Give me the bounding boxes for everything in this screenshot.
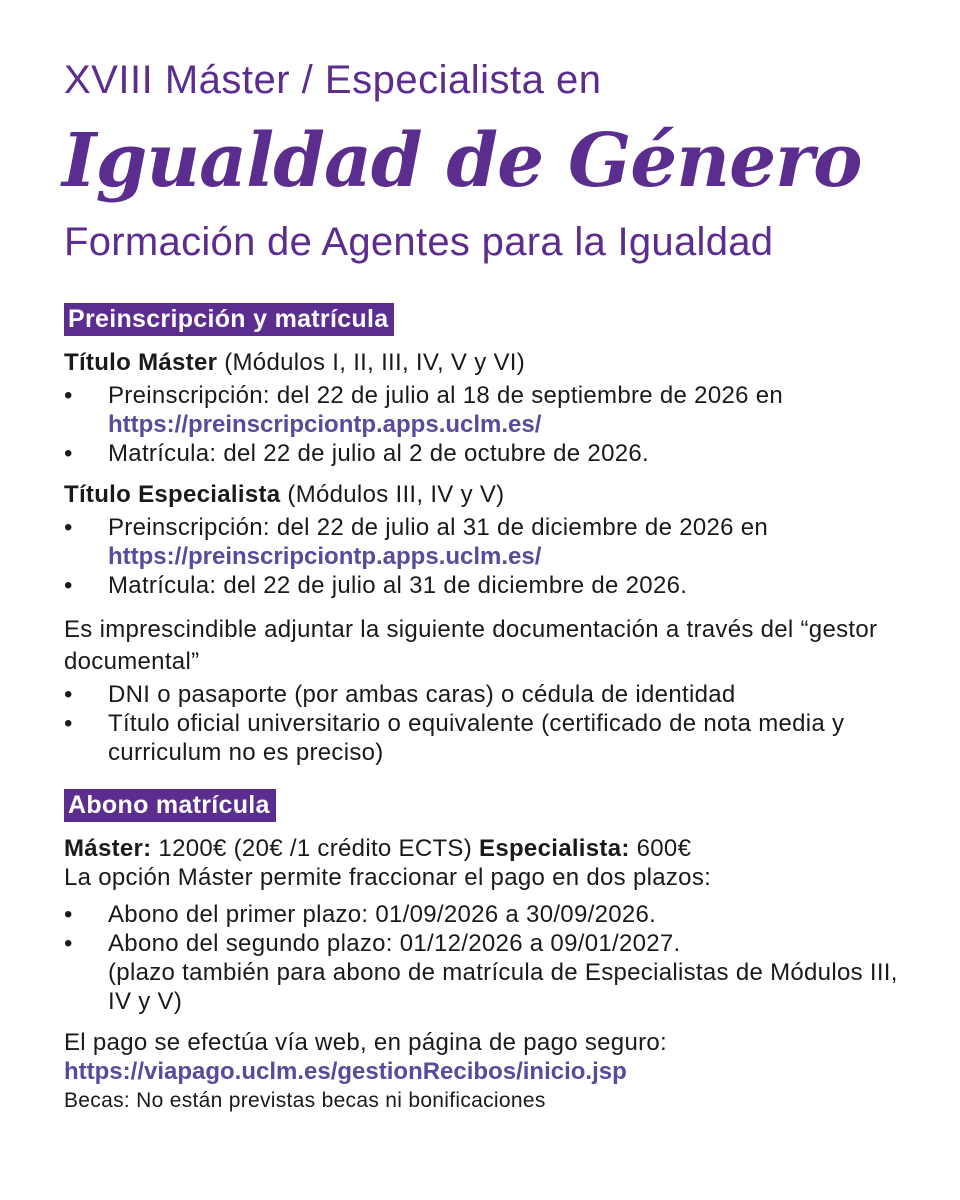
fraccion-text: La opción Máster permite fraccionar el pago en dos plazos: bbox=[64, 864, 712, 891]
master-list bbox=[64, 381, 914, 468]
master-matricula-text: Matrícula: del 22 de julio al 2 de octubre de 2026. bbox=[108, 440, 649, 467]
master-price: 1200€ (20€ /1 crédito ECTS) bbox=[151, 835, 480, 862]
program-edition: XVIII Máster / Especialista en bbox=[64, 58, 602, 102]
list-item bbox=[64, 571, 914, 600]
section-heading-abono: Abono matrícula bbox=[64, 789, 276, 822]
master-title-label: Título Máster bbox=[64, 349, 218, 376]
master-preinscripcion-text: Preinscripción: del 22 de julio al 18 de septiembre de 2026 en bbox=[108, 382, 784, 409]
becas-text: Becas: No están previstas becas ni bonificaciones bbox=[64, 1089, 546, 1112]
preinscripcion-link[interactable]: https://preinscripciontp.apps.uclm.es/ bbox=[108, 543, 542, 570]
documentation-list bbox=[64, 680, 914, 767]
list-item: • Título oficial universitario o equivalente (certificado de nota media y curriculum no es preciso) bbox=[64, 709, 914, 767]
master-modules: (Módulos I, II, III, IV, V y VI) bbox=[217, 349, 526, 376]
master-price-label: Máster: bbox=[64, 835, 152, 862]
price-line bbox=[64, 834, 914, 863]
especialista-price: 600€ bbox=[629, 835, 692, 862]
plazos-list bbox=[64, 900, 914, 1016]
list-item: • Abono del primer plazo: 01/09/2026 a 30/09/2026. bbox=[64, 900, 914, 929]
especialista-price-label: Especialista: bbox=[479, 835, 630, 862]
preinscripcion-link[interactable]: https://preinscripciontp.apps.uclm.es/ bbox=[108, 411, 542, 438]
plazo2-note: (plazo también para abono de matrícula de Especialistas de Módulos III, IV y V) bbox=[108, 959, 898, 1015]
payment-text: El pago se efectúa vía web, en página de pago seguro: bbox=[64, 1029, 667, 1056]
documentation-intro: Es imprescindible adjuntar la siguiente documentación a través del “gestor documental” bbox=[64, 616, 878, 675]
especialista-title bbox=[64, 480, 914, 509]
especialista-list bbox=[64, 513, 914, 600]
especialista-title-label: Título Especialista bbox=[64, 481, 281, 508]
content bbox=[64, 303, 914, 1114]
section-heading-preinscripcion: Preinscripción y matrícula bbox=[64, 303, 394, 336]
plazo2-text: Abono del segundo plazo: 01/12/2026 a 09/01/2027. bbox=[108, 930, 681, 957]
list-item bbox=[64, 439, 914, 468]
program-title: Igualdad de Género bbox=[62, 118, 862, 204]
master-title bbox=[64, 348, 914, 377]
program-subtitle: Formación de Agentes para la Igualdad bbox=[64, 220, 774, 264]
list-item bbox=[64, 929, 914, 1016]
especialista-preinscripcion-text: Preinscripción: del 22 de julio al 31 de diciembre de 2026 en bbox=[108, 514, 769, 541]
list-item: • DNI o pasaporte (por ambas caras) o cédula de identidad bbox=[64, 680, 914, 709]
payment-link[interactable]: https://viapago.uclm.es/gestionRecibos/inicio.jsp bbox=[64, 1058, 627, 1085]
list-item bbox=[64, 381, 914, 439]
especialista-modules: (Módulos III, IV y V) bbox=[280, 481, 505, 508]
list-item bbox=[64, 513, 914, 571]
especialista-matricula-text: Matrícula: del 22 de julio al 31 de diciembre de 2026. bbox=[108, 572, 688, 599]
